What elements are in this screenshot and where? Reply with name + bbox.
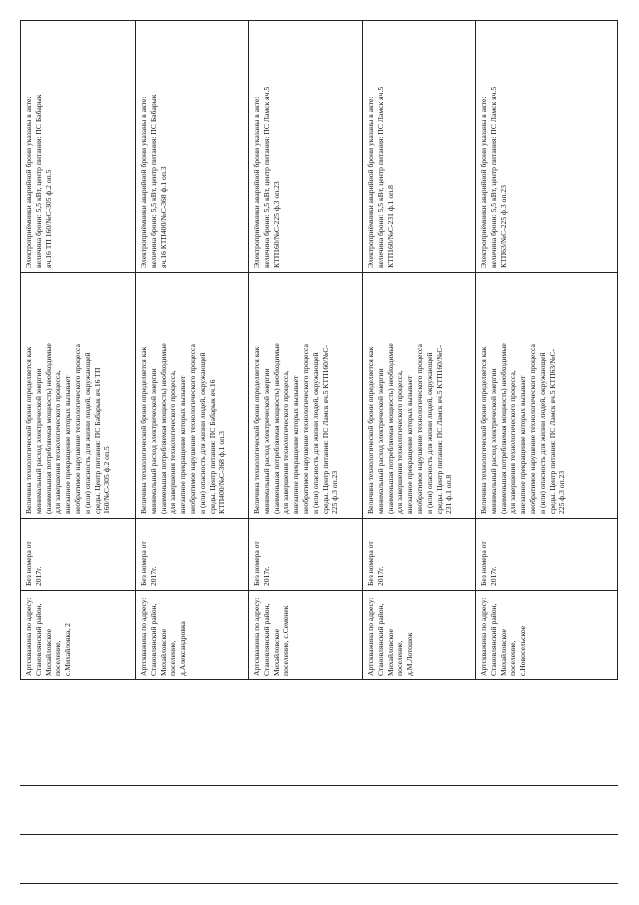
blank-rule	[20, 785, 618, 786]
table-cell-object: Артскважина по адресу: Становлянский район, Михайловское поселение, с.Семенек	[252, 597, 291, 676]
column-divider	[20, 590, 618, 591]
table-cell-emergency: Электроприёмники аварийной брони указаны в акте: величина брони: 5,5 кВт, центр питания: ПС Ламск яч.5 КТП63/№С-225 ф.3 оп.23	[479, 86, 508, 268]
blank-rule	[20, 883, 618, 884]
table-cell-object: Артскважина по адресу: Становлянский район, Михайловское поселение, с.Михайловка, 2	[24, 597, 73, 676]
table-cell-description: Величина технологической брони определяется как минимальный расход электрической энергии (наименьшая потребляемая мощность) необходимые для завершения технологического процесса, внезапное прекращение которых вызывает необратимое нарушение технологического процесса и (или) опасность для жизни людей, окружающей среды. Центр питания: ПС Ламск яч.5 КТП63/№С- 225 ф.3 оп.23	[479, 343, 567, 514]
table-cell-number: Без номера от 2017г.	[479, 541, 498, 586]
column-divider	[20, 518, 618, 519]
table-cell-emergency: Электроприёмники аварийной брони указаны в акте: величина брони: 5,5 кВт, центр питания: ПС Ламск яч.5 КТП160/№С-225 ф.3 оп.23	[252, 86, 281, 268]
table-cell-description: Величина технологической брони определяется как минимальный расход электрической энергии (наименьшая потребляемая мощность) необходимые для завершения технологического процесса, внезапное прекращение которых вызывает необратимое нарушение технологического процесса и (или) опасность для жизни людей, окружающей среды. Центр питания: ПС Ламск яч.5 КТП160/№С- 231 ф.1 оп.8	[366, 343, 454, 514]
row-divider	[248, 20, 249, 680]
table-cell-description: Величина технологической брони определяется как минимальный расход электрической энергии (наименьшая потребляемая мощность) необходимые для завершения технологического процесса, внезапное прекращение которых вызывает необратимое нарушение технологического процесса и (или) опасность для жизни людей, окружающей среды. Центр питания: ПС Бабарык яч.16 ТП 160/№С-305 ф.2 оп.5	[24, 343, 112, 514]
table-cell-emergency: Электроприёмники аварийной брони указаны в акте: величина брони: 5,5 кВт, центр питания: ПС Ламск яч.5 КТП160/№С-231 ф.1 оп.8	[366, 86, 395, 268]
table-cell-number: Без номера от 2017г.	[366, 541, 385, 586]
table-cell-emergency: Электроприёмники аварийной брони указаны в акте: величина брони: 5,5 кВт, центр питания: ПС Бабарык яч.16 КТП400/№С-368 ф.1 оп.3	[139, 94, 168, 268]
row-divider	[362, 20, 363, 680]
table-cell-number: Без номера от 2017г.	[24, 541, 43, 586]
blank-rule	[20, 834, 618, 835]
table-cell-object: Артскважина по адресу: Становлянский район, Михайловское поселение, д.М.Лотошок	[366, 597, 415, 676]
table-cell-object: Артскважина по адресу: Становлянский район, Михайловское поселение, д.Александровка	[139, 597, 188, 676]
column-divider	[20, 272, 618, 273]
table-cell-description: Величина технологической брони определяется как минимальный расход электрической энергии (наименьшая потребляемая мощность) необходимые для завершения технологического процесса, внезапное прекращение которых вызывает необратимое нарушение технологического процесса и (или) опасность для жизни людей, окружающей среды. Центр питания: ПС Ламск яч.5 КТП160/№С- 225 ф.3 оп.23	[252, 343, 340, 514]
row-divider	[475, 20, 476, 680]
table-cell-number: Без номера от 2017г.	[139, 541, 158, 586]
row-divider	[135, 20, 136, 680]
table-cell-description: Величина технологической брони определяется как минимальный расход электрической энергии (наименьшая потребляемая мощность) необходимые для завершения технологического процесса, внезапное прекращение которых вызывает необратимое нарушение технологического процесса и (или) опасность для жизни людей, окружающей среды. Центр питания: ПС Бабарык яч.16 КТП400/№С-368 ф.1 оп.3	[139, 343, 227, 514]
table-cell-object: Артскважина по адресу: Становлянский район, Михайловское поселение, с.Новосельское	[479, 597, 528, 676]
table-cell-number: Без номера от 2017г.	[252, 541, 271, 586]
table-cell-emergency: Электроприёмники аварийной брони указаны в акте: величина брони: 5,5 кВт, центр питания: ПС Бабарык яч.16 ТП 160/№С-305 ф.2 оп.5	[24, 94, 53, 268]
